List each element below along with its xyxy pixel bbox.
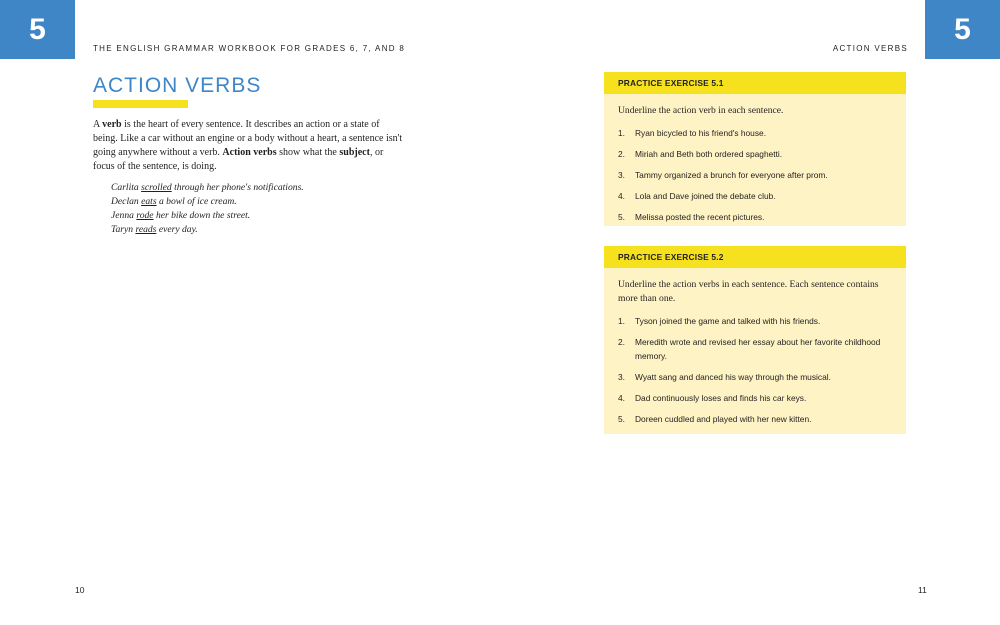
intro-paragraph xyxy=(93,118,403,174)
exercise-item xyxy=(618,168,892,182)
practice-exercise-box xyxy=(604,246,906,434)
exercise-title: PRACTICE EXERCISE 5.2 xyxy=(604,246,906,268)
item-number: 2. xyxy=(618,149,625,159)
item-number: 3. xyxy=(618,170,625,180)
chapter-tab-left: 5 xyxy=(0,0,75,59)
item-number: 1. xyxy=(618,316,625,326)
item-text: Tyson joined the game and talked with his friends. xyxy=(635,316,821,326)
example-text: her bike down the street. xyxy=(153,210,251,221)
intro-text: , or focus of the sentence, is doing. xyxy=(93,147,384,172)
title-underline xyxy=(93,100,188,108)
practice-exercise-box xyxy=(604,72,906,226)
item-number: 1. xyxy=(618,128,625,138)
exercise-instruction: Underline the action verbs in each sentence. Each sentence contains more than one. xyxy=(618,279,879,304)
item-text: Wyatt sang and danced his way through the musical. xyxy=(635,372,831,382)
term-action-verbs: Action verbs xyxy=(222,147,277,158)
exercise-item xyxy=(618,210,892,224)
example-verb: rode xyxy=(136,210,154,221)
example-text: Taryn xyxy=(111,224,136,235)
exercise-item xyxy=(618,412,892,426)
running-head-left: THE ENGLISH GRAMMAR WORKBOOK FOR GRADES 6, 7, AND 8 xyxy=(93,44,406,53)
example-text: Jenna xyxy=(111,210,137,221)
exercise-title: PRACTICE EXERCISE 5.1 xyxy=(604,72,906,94)
example-sentences xyxy=(111,181,304,237)
item-text: Lola and Dave joined the debate club. xyxy=(635,191,776,201)
example-sentence xyxy=(111,209,304,223)
exercise-item xyxy=(618,335,892,363)
example-text: Declan xyxy=(111,196,142,207)
example-text: every day. xyxy=(156,224,198,235)
item-text: Doreen cuddled and played with her new kitten. xyxy=(635,414,812,424)
term-verb: verb xyxy=(102,119,122,130)
exercise-list xyxy=(604,118,906,224)
page-number-left: 10 xyxy=(75,585,85,595)
example-verb: reads xyxy=(135,224,157,235)
item-text: Ryan bicycled to his friend's house. xyxy=(635,128,767,138)
exercise-list xyxy=(604,306,906,426)
item-number: 2. xyxy=(618,337,625,347)
exercise-item xyxy=(618,391,892,405)
example-sentence xyxy=(111,181,304,195)
example-text: a bowl of ice cream. xyxy=(156,196,237,207)
exercise-item xyxy=(618,126,892,140)
item-number: 5. xyxy=(618,212,625,222)
term-subject: subject xyxy=(339,147,370,158)
item-text: Miriah and Beth both ordered spaghetti. xyxy=(635,149,783,159)
example-sentence xyxy=(111,195,304,209)
example-text: Carlita xyxy=(111,182,142,193)
intro-text: A xyxy=(93,119,103,130)
section-title: ACTION VERBS xyxy=(93,74,262,97)
exercise-item xyxy=(618,147,892,161)
example-sentence xyxy=(111,223,304,237)
exercise-item xyxy=(618,314,892,328)
item-number: 3. xyxy=(618,372,625,382)
item-text: Tammy organized a brunch for everyone after prom. xyxy=(635,170,828,180)
item-text: Meredith wrote and revised her essay about her favorite childhood memory. xyxy=(635,337,881,361)
item-number: 4. xyxy=(618,191,625,201)
intro-text: show what the xyxy=(276,147,340,158)
item-number: 5. xyxy=(618,414,625,424)
intro-text: is the heart of every sentence. It describes an action or a state of being. Like a car without an engine or a body without a heart, a sentence isn't going anywhere without a verb. xyxy=(93,119,403,158)
example-text: through her phone's notifications. xyxy=(171,182,304,193)
example-verb: eats xyxy=(141,196,157,207)
exercise-item xyxy=(618,189,892,203)
exercise-item xyxy=(618,370,892,384)
page-number-right: 11 xyxy=(918,585,927,595)
item-text: Melissa posted the recent pictures. xyxy=(635,212,765,222)
chapter-tab-right: 5 xyxy=(925,0,1000,59)
item-number: 4. xyxy=(618,393,625,403)
example-verb: scrolled xyxy=(141,182,172,193)
exercise-instruction: Underline the action verb in each sentence. xyxy=(618,105,784,116)
item-text: Dad continuously loses and finds his car keys. xyxy=(635,393,807,403)
running-head-right: ACTION VERBS xyxy=(832,44,908,53)
